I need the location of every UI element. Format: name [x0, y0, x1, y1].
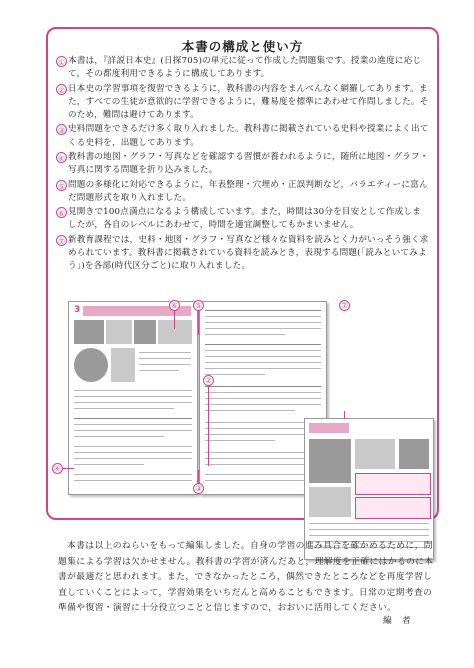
item-number: ① [56, 56, 67, 67]
sample-text-line [309, 523, 429, 524]
guide-item-list [56, 55, 429, 275]
sample-text-line [205, 328, 321, 329]
guide-item [56, 234, 429, 274]
sample-text-line [205, 344, 321, 345]
sample-text-line [205, 316, 321, 317]
sample-text-line [74, 430, 192, 431]
callout-marker-2: ② [203, 375, 214, 386]
callout-line [174, 311, 175, 329]
sample-text-line [139, 364, 191, 365]
sample-photo [158, 320, 192, 344]
sample-text-line [74, 480, 192, 481]
sample-text-line [205, 350, 321, 351]
sample-text-line [74, 452, 192, 453]
item-number: ② [56, 84, 67, 95]
sample-map-image [309, 487, 351, 517]
sample-photo [106, 320, 132, 344]
guide-item [56, 83, 429, 123]
callout-marker-5: ⑤ [193, 300, 204, 311]
guide-item [56, 151, 429, 177]
sample-text-line [74, 464, 144, 465]
sample-text-line [74, 402, 192, 403]
sample-left-page [68, 301, 198, 495]
sample-text-line [139, 370, 179, 371]
sample-text-line [205, 310, 321, 311]
sample-text-line [205, 440, 275, 441]
guide-item [56, 206, 429, 232]
item-text: 日本史の学習事項を復習できるように，教科書の内容をまんべんなく網羅してあります。また，すべての生徒が意欲的に学習できるように，難易度を標準にあわせて作問しました。そのため，難問は避けてあります。 [68, 83, 429, 120]
item-number: ⑥ [56, 207, 67, 218]
item-text: 史料問題をできるだけ多く取り入れました。教科書に掲載されている史料や授業によく出てくる史料を，出題してあります。 [68, 124, 429, 148]
sample-photo [134, 320, 156, 344]
sample-figure-image [111, 348, 135, 382]
item-text: 本書は，『詳説日本史』(日探705)の単元に従って作成した問題集です。授業の進度に応じて，その都度利用できるように構成してあります。 [68, 56, 422, 80]
author-signature: 編者 [383, 616, 421, 626]
sample-photo [399, 439, 429, 469]
sample-text-line [74, 418, 192, 419]
sample-text-line [74, 408, 174, 409]
sample-text-line [205, 398, 321, 399]
sample-map-image [309, 439, 351, 483]
sample-text-line [74, 458, 192, 459]
callout-marker-7: ⑦ [339, 300, 350, 311]
item-text: 新教育課程では，史料・地図・グラフ・写真など様々な資料を読みとく力がいっそう強く求められています。教科書に掲載されている資料を読みとき，表現する問題(「読みといてみよう」)を各部(時代区分ごと)に取り入れました。 [68, 234, 429, 272]
item-number: ③ [56, 124, 67, 135]
callout-marker-6: ⑥ [169, 300, 180, 311]
sample-text-line [74, 390, 192, 391]
item-number: ④ [56, 152, 67, 163]
guide-title: 本書の構成と使い方 [181, 39, 304, 54]
item-text: 見開きで100点満点になるよう構成しています。また，時間は30分を目安として作成しましたが，各自のレベルにあわせて，時間を適宜調整してもかまいません。 [68, 207, 422, 231]
sample-text-line [74, 396, 192, 397]
sample-text-line [74, 474, 192, 475]
sample-heading-bar [309, 423, 349, 433]
sample-artifact-image [74, 348, 108, 382]
sample-text-line [205, 392, 321, 393]
callout-line [62, 468, 74, 469]
sample-text-line [139, 358, 191, 359]
sample-text-line [309, 529, 429, 530]
sample-text-line [205, 322, 321, 323]
sample-photo [74, 320, 104, 344]
item-text: 問題の多様化に対応できるように，年表整理・穴埋め・正誤判断など，バラエティーに富んだ問題形式を取り入れました。 [68, 179, 428, 203]
sample-text-line [205, 368, 321, 369]
item-text: 教科書の地図・グラフ・写真などを確認する習慣が養われるように，随所に地図・グラフ・写真に関する問題を折り込みました。 [68, 151, 429, 176]
item-number: ⑦ [56, 235, 67, 246]
sample-text-line [205, 374, 265, 375]
sample-answer-box [355, 473, 431, 495]
guide-item [56, 179, 429, 205]
sample-photo [355, 439, 395, 469]
sample-text-line [205, 356, 321, 357]
sample-page-number: 3 [74, 305, 81, 315]
sample-text-line [205, 334, 285, 335]
guide-item [56, 123, 429, 149]
callout-line [198, 470, 199, 484]
sample-text-line [74, 436, 164, 437]
callout-line [198, 311, 199, 335]
callout-marker-3: ③ [193, 483, 204, 494]
callout-marker-4: ④ [52, 463, 63, 474]
sample-text-line [205, 386, 321, 387]
sample-answer-box [355, 497, 431, 519]
sample-text-line [309, 535, 429, 536]
callout-line [344, 411, 345, 419]
sample-text-line [74, 424, 192, 425]
sample-text-line [74, 446, 192, 447]
sample-text-line [139, 352, 191, 353]
item-number: ⑤ [56, 180, 67, 191]
callout-line [208, 386, 209, 466]
preface-paragraph: 本書は以上のねらいをもって編集しました。自身の学習の進み具合を確かめるために，問題集による学習は欠かせません。教科書の学習が済んだあと，理解度を正確にはかるのに本書が最適だと思われます。また，できなかったところ，偶然できたところなどを再度学習し直していくことによって，学習効果をいちだんと高めることもできます。日常の定期考査の準備や復習・演習に十分役立つことと信じますので，おおいに活用してください。 [58, 541, 434, 613]
sample-text-line [205, 404, 321, 405]
sample-text-line [205, 410, 295, 411]
guide-item [56, 55, 429, 81]
sample-text-line [205, 362, 321, 363]
